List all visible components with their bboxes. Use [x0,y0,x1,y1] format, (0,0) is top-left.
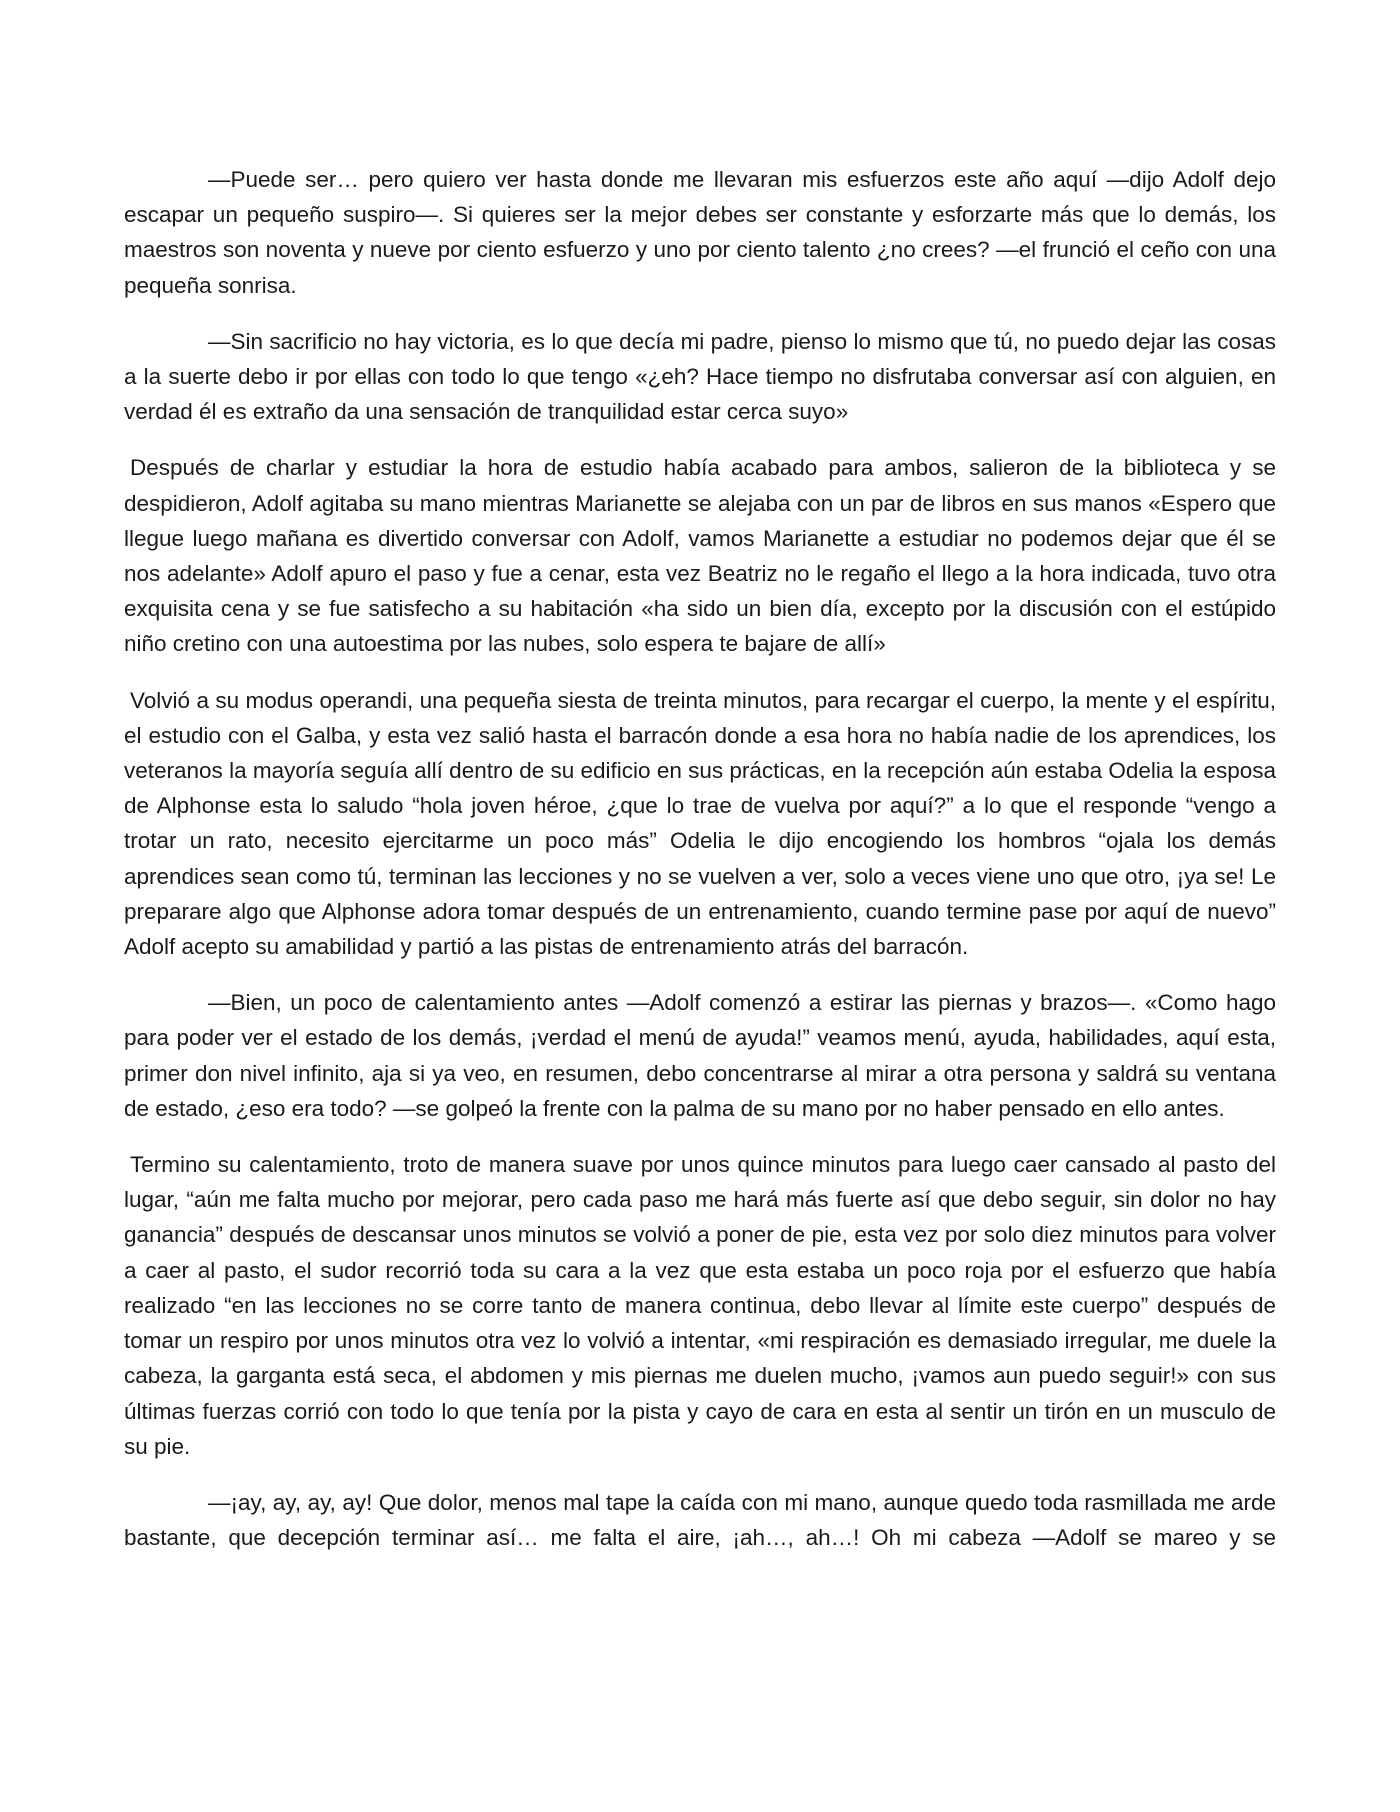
document-page [124,162,1276,1576]
paragraph-6: Termino su calentamiento, troto de manera suave por unos quince minutos para luego caer cansado al pasto del lugar, “aún me falta mucho por mejorar, pero cada paso me hará más fuerte así que debo seguir, sin dolor no hay ganancia” después de descansar unos minutos se volvió a poner de pie, esta vez por solo diez minutos para volver a caer al pasto, el sudor recorrió toda su cara a la vez que esta estaba un poco roja por el esfuerzo que había realizado “en las lecciones no se corre tanto de manera continua, debo llevar al límite este cuerpo” después de tomar un respiro por unos minutos otra vez lo volvió a intentar, «mi respiración es demasiado irregular, me duele la cabeza, la garganta está seca, el abdomen y mis piernas me duelen mucho, ¡vamos aun puedo seguir!» con sus últimas fuerzas corrió con todo lo que tenía por la pista y cayo de cara en esta al sentir un tirón en un musculo de su pie. [124,1152,1276,1459]
paragraph-5: —Bien, un poco de calentamiento antes —Adolf comenzó a estirar las piernas y brazos—. «Como hago para poder ver el estado de los demás, ¡verdad el menú de ayuda!” veamos menú, ayuda, habilidades, aquí esta, primer don nivel infinito, aja si ya veo, en resumen, debo concentrarse al mirar a otra persona y saldrá su ventana de estado, ¿eso era todo? —se golpeó la frente con la palma de su mano por no haber pensado en ello antes. [124,990,1276,1121]
paragraph-1: —Puede ser… pero quiero ver hasta donde me llevaran mis esfuerzos este año aquí —dijo Adolf dejo escapar un pequeño suspiro—. Si quieres ser la mejor debes ser constante y esforzarte más que lo demás, los maestros son noventa y nueve por ciento esfuerzo y uno por ciento talento ¿no crees? —el frunció el ceño con una pequeña sonrisa. [124,167,1276,298]
paragraph-4: Volvió a su modus operandi, una pequeña siesta de treinta minutos, para recargar el cuerpo, la mente y el espíritu, el estudio con el Galba, y esta vez salió hasta el barracón donde a esa hora no había nadie de los aprendices, los veteranos la mayoría seguía allí dentro de su edificio en sus prácticas, en la recepción aún estaba Odelia la esposa de Alphonse esta lo saludo “hola joven héroe, ¿que lo trae de vuelva por aquí?” a lo que el responde “vengo a trotar un rato, necesito ejercitarme un poco más” Odelia le dijo encogiendo los hombros “ojala los demás aprendices sean como tú, terminan las lecciones y no se vuelven a ver, solo a veces viene uno que otro, ¡ya se! Le preparare algo que Alphonse adora tomar después de un entrenamiento, cuando termine pase por aquí de nuevo” Adolf acepto su amabilidad y partió a las pistas de entrenamiento atrás del barracón. [124,687,1276,960]
paragraph-7: —¡ay, ay, ay, ay! Que dolor, menos mal tape la caída con mi mano, aunque quedo toda rasmillada me arde bastante, que decepción terminar así… me falta el aire, ¡ah…, ah…! Oh mi cabeza —Adolf se mareo y se [124,1489,1276,1551]
paragraph-3: Después de charlar y estudiar la hora de estudio había acabado para ambos, salieron de la biblioteca y se despidieron, Adolf agitaba su mano mientras Marianette se alejaba con un par de libros en sus manos «Espero que llegue luego mañana es divertido conversar con Adolf, vamos Marianette a estudiar no podemos dejar que él se nos adelante» Adolf apuro el paso y fue a cenar, esta vez Beatriz no le regaño el llego a la hora indicada, tuvo otra exquisita cena y se fue satisfecho a su habitación «ha sido un bien día, excepto por la discusión con el estúpido niño cretino con una autoestima por las nubes, solo espera te bajare de allí» [124,455,1276,657]
paragraph-2: —Sin sacrificio no hay victoria, es lo que decía mi padre, pienso lo mismo que tú, no puedo dejar las cosas a la suerte debo ir por ellas con todo lo que tengo «¿eh? Hace tiempo no disfrutaba conversar así con alguien, en verdad él es extraño da una sensación de tranquilidad estar cerca suyo» [124,328,1276,425]
